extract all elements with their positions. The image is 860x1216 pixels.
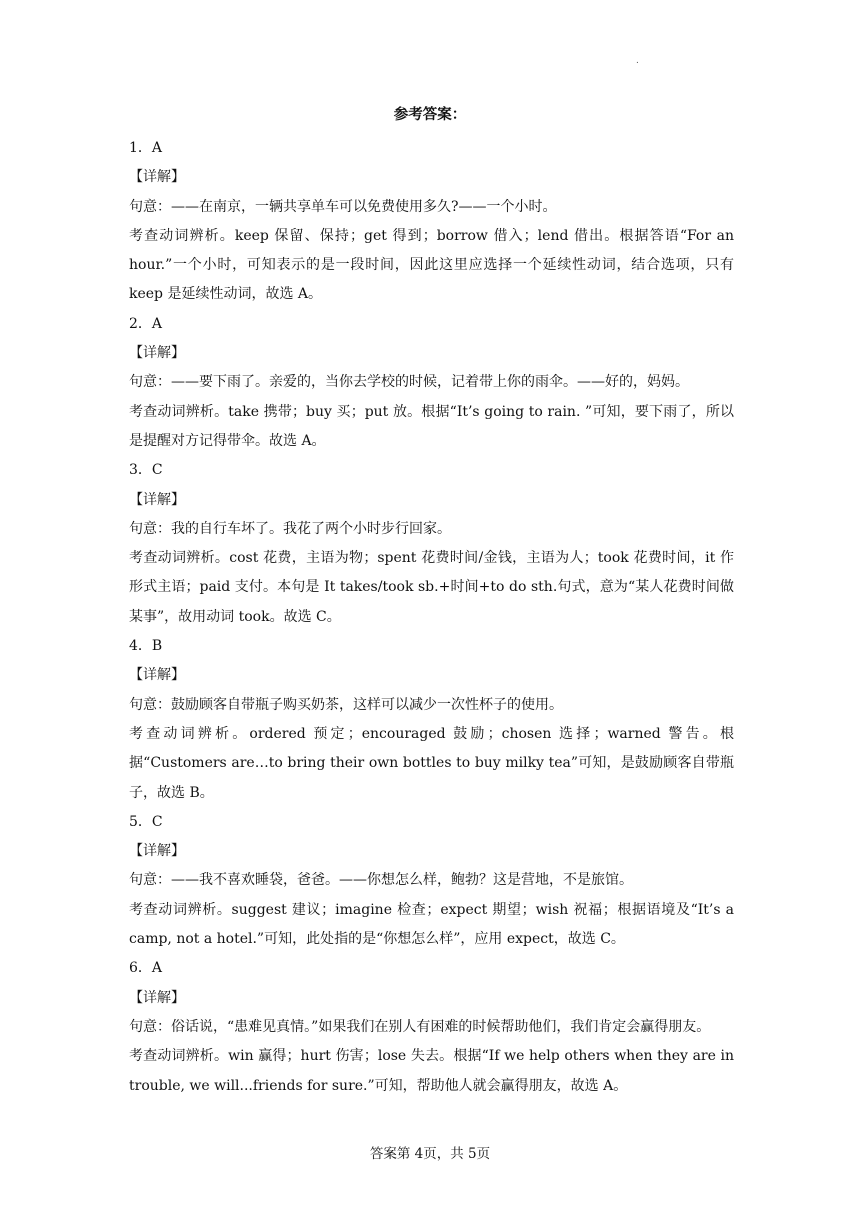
answer-number: 3．C (129, 462, 163, 479)
sentence-meaning: 句意：——我不喜欢睡袋，爸爸。——你想怎么样，鲍勃？这是营地，不是旅馆。 (129, 872, 633, 889)
answer-item (129, 632, 734, 808)
detail-heading: 【详解】 (129, 989, 185, 1006)
analysis-text: 考查动词辨析。cost 花费，主语为物；spent 花费时间/金钱，主语为人；took 花费时间，it 作形式主语；paid 支付。本句是 It takes/took sb.+时间+to do sth.句式，意为“某人花费时间做某事”，故用动词 took。故选 C。 (129, 550, 734, 625)
answer-item (129, 808, 734, 954)
answer-item (129, 310, 734, 456)
page-mark: . (636, 55, 639, 66)
sentence-meaning: 句意：——在南京，一辆共享单车可以免费使用多久?——一个小时。 (129, 198, 557, 215)
page-footer: 答案第 4页，共 5页 (369, 1146, 491, 1162)
analysis-text: 考查动词辨析。keep 保留、保持；get 得到；borrow 借入；lend 借出。根据答语“For an hour.”一个小时，可知表示的是一段时间，因此这里应选择一个延续性动词，结合选项，只有 keep 是延续性动词，故选 A。 (129, 227, 734, 303)
answer-number: 6．A (129, 960, 163, 977)
answer-number: 2．A (129, 315, 163, 332)
sentence-meaning: 句意：——要下雨了。亲爱的，当你去学校的时候，记着带上你的雨伞。——好的，妈妈。 (129, 374, 689, 391)
analysis-text: 考查动词辨析。suggest 建议；imagine 检查；expect 期望；wish 祝福；根据语境及“It’s a camp, not a hotel.”可知，此处指的是“你想怎么样”，应用 expect，故选 C。 (129, 901, 734, 948)
answer-list (129, 134, 734, 1101)
answer-number: 5．C (129, 813, 163, 830)
detail-heading: 【详解】 (129, 491, 185, 508)
analysis-text: 考查动词辨析。win 赢得；hurt 伤害；lose 失去。根据“If we help others when they are in trouble, we will...friends for sure.”可知，帮助他人就会赢得朋友，故选 A。 (129, 1048, 734, 1094)
sentence-meaning: 句意：俗话说，“患难见真情。”如果我们在别人有困难的时候帮助他们，我们肯定会赢得朋友。 (129, 1018, 711, 1035)
analysis-text: 考查动词辨析。take 携带；buy 买；put 放。根据“It’s going to rain. ”可知，要下雨了，所以是提醒对方记得带伞。故选 A。 (129, 403, 734, 449)
sentence-meaning: 句意：我的自行车坏了。我花了两个小时步行回家。 (129, 520, 451, 537)
answer-item (129, 134, 734, 310)
sentence-meaning: 句意：鼓励顾客自带瓶子购买奶茶，这样可以减少一次性杯子的使用。 (129, 696, 563, 713)
detail-heading: 【详解】 (129, 667, 185, 684)
answer-number: 1．A (129, 140, 163, 156)
detail-heading: 【详解】 (129, 169, 185, 186)
detail-heading: 【详解】 (129, 345, 185, 362)
analysis-text: 考查动词辨析。ordered 预定；encouraged 鼓励；chosen 选择；warned 警告。根据“Customers are…to bring their own bottles to buy milky tea”可知，是鼓励顾客自带瓶子，故选 B。 (129, 725, 734, 801)
page-title: 参考答案： (393, 106, 467, 123)
answer-number: 4．B (129, 638, 163, 655)
answer-item (129, 954, 734, 1100)
detail-heading: 【详解】 (129, 843, 185, 860)
answer-item (129, 456, 734, 632)
